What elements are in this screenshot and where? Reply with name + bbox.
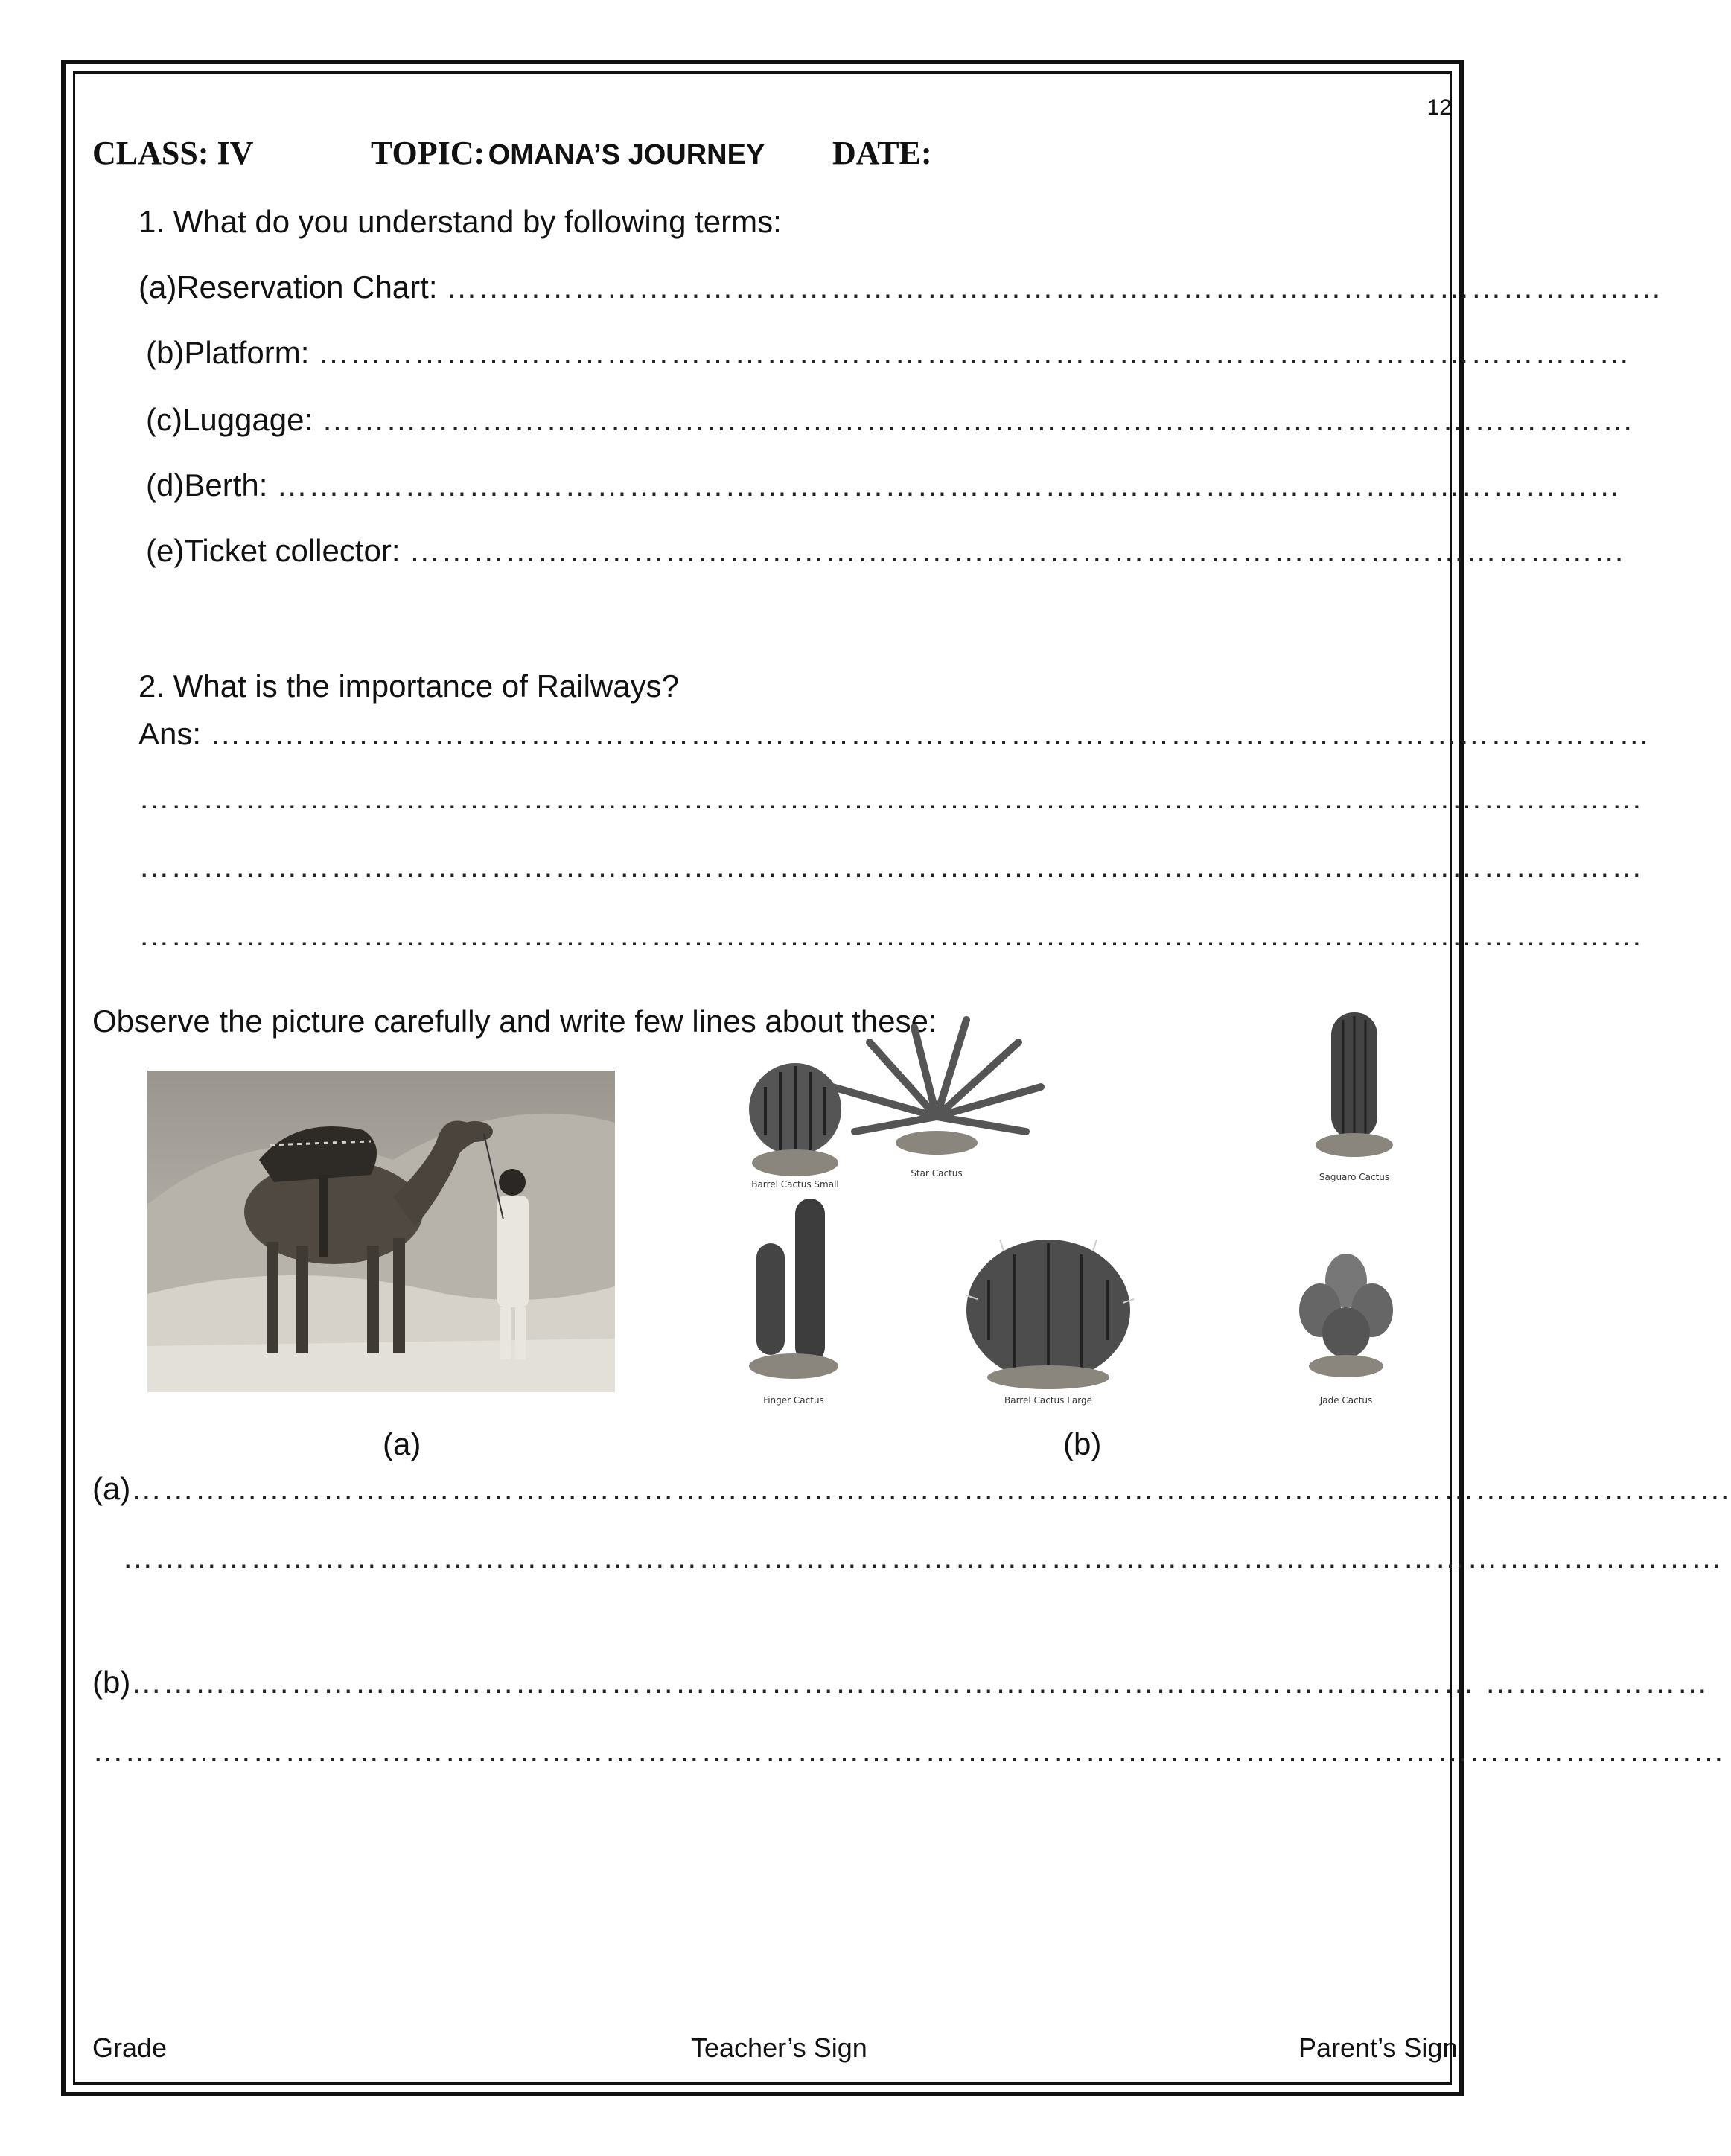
- answer-dots[interactable]: ……………………………………………………………………………………………………: [409, 533, 1626, 568]
- answer-a-line-2[interactable]: ……………………………………………………………………………………………………………………………………: [122, 1540, 1723, 1575]
- term-label: (c)Luggage:: [146, 402, 322, 437]
- answer-dots[interactable]: ……………………………………………………………………………………………………………: [321, 402, 1634, 437]
- cactus-illustration: [721, 998, 1421, 1415]
- page-number: 12: [1426, 95, 1452, 120]
- answer-b-label: (b): [92, 1665, 131, 1700]
- grade-label: Grade: [92, 2032, 168, 2063]
- term-label: (d)Berth:: [146, 468, 277, 503]
- q1-term-e: [146, 533, 1625, 569]
- answer-dots[interactable]: ……………………………………………………………………………………………………………: [318, 335, 1631, 370]
- q2-extra-line-3[interactable]: ……………………………………………………………………………………………………………………………: [138, 917, 1643, 952]
- cactus-label: Finger Cactus: [763, 1395, 824, 1406]
- date-label: DATE:: [832, 135, 932, 171]
- answer-dots[interactable]: ……………………………………………………………………………………………………………… …………………: [130, 1665, 1709, 1700]
- q2-extra-line-1[interactable]: ……………………………………………………………………………………………………………………………: [138, 780, 1643, 815]
- term-label: (b)Platform:: [146, 335, 319, 370]
- saguaro-cactus: [1316, 1012, 1393, 1182]
- caption-b: (b): [1063, 1426, 1102, 1461]
- topic-label: TOPIC:: [371, 135, 485, 171]
- q2-extra-line-2[interactable]: ……………………………………………………………………………………………………………………………: [138, 849, 1643, 884]
- question-1: 1. What do you understand by following terms:: [138, 204, 782, 239]
- answer-label: Ans:: [138, 716, 210, 751]
- cactus-label: Jade Cactus: [1319, 1395, 1373, 1406]
- topic-heading: [371, 134, 765, 172]
- q2-answer-line: [138, 716, 1651, 752]
- cactus-picture: [721, 998, 1421, 1415]
- finger-cactus: [749, 1199, 838, 1406]
- teacher-sign-label: Teacher’s Sign: [691, 2032, 867, 2063]
- q1-term-d: [146, 468, 1621, 503]
- camel-picture: [147, 1071, 615, 1392]
- cactus-label: Barrel Cactus Small: [751, 1179, 839, 1190]
- cactus-label: Star Cactus: [911, 1168, 963, 1179]
- q1-term-b: [146, 335, 1630, 371]
- answer-dots[interactable]: ………………………………………………………………………………………………………………: [276, 468, 1622, 503]
- q1-term-a: [138, 270, 1663, 305]
- answer-dots[interactable]: ……………………………………………………………………………………………………: [446, 270, 1663, 304]
- answer-dots[interactable]: ………………………………………………………………………………………………………………………: [209, 716, 1651, 751]
- camel-illustration: [147, 1071, 615, 1392]
- term-label: (a)Reservation Chart:: [138, 270, 447, 304]
- answer-b-line-1: [92, 1665, 1709, 1700]
- answer-dots[interactable]: ……………………………………………………………………………………………………………………………………: [130, 1471, 1731, 1506]
- barrel-cactus-small: [749, 1063, 841, 1190]
- q1-term-c: [146, 402, 1634, 438]
- answer-a-label: (a): [92, 1471, 131, 1506]
- class-label: CLASS: IV: [92, 135, 254, 171]
- star-cactus: [832, 1020, 1041, 1179]
- jade-cactus: [1299, 1254, 1393, 1406]
- cactus-label: Barrel Cactus Large: [1004, 1395, 1092, 1406]
- observe-instruction: Observe the picture carefully and write few lines about these:: [92, 1004, 937, 1039]
- answer-a-line-1: [92, 1471, 1731, 1507]
- question-2: 2. What is the importance of Railways?: [138, 669, 679, 704]
- term-label: (e)Ticket collector:: [146, 533, 409, 568]
- barrel-cactus-large: [966, 1240, 1134, 1406]
- topic-value: OMANA’S JOURNEY: [488, 139, 765, 170]
- cactus-label: Saguaro Cactus: [1319, 1172, 1390, 1182]
- parent-sign-label: Parent’s Sign: [1298, 2032, 1458, 2063]
- answer-b-line-2[interactable]: ………………………………………………………………………………………………………………………………………: [92, 1733, 1725, 1768]
- caption-a: (a): [383, 1426, 421, 1461]
